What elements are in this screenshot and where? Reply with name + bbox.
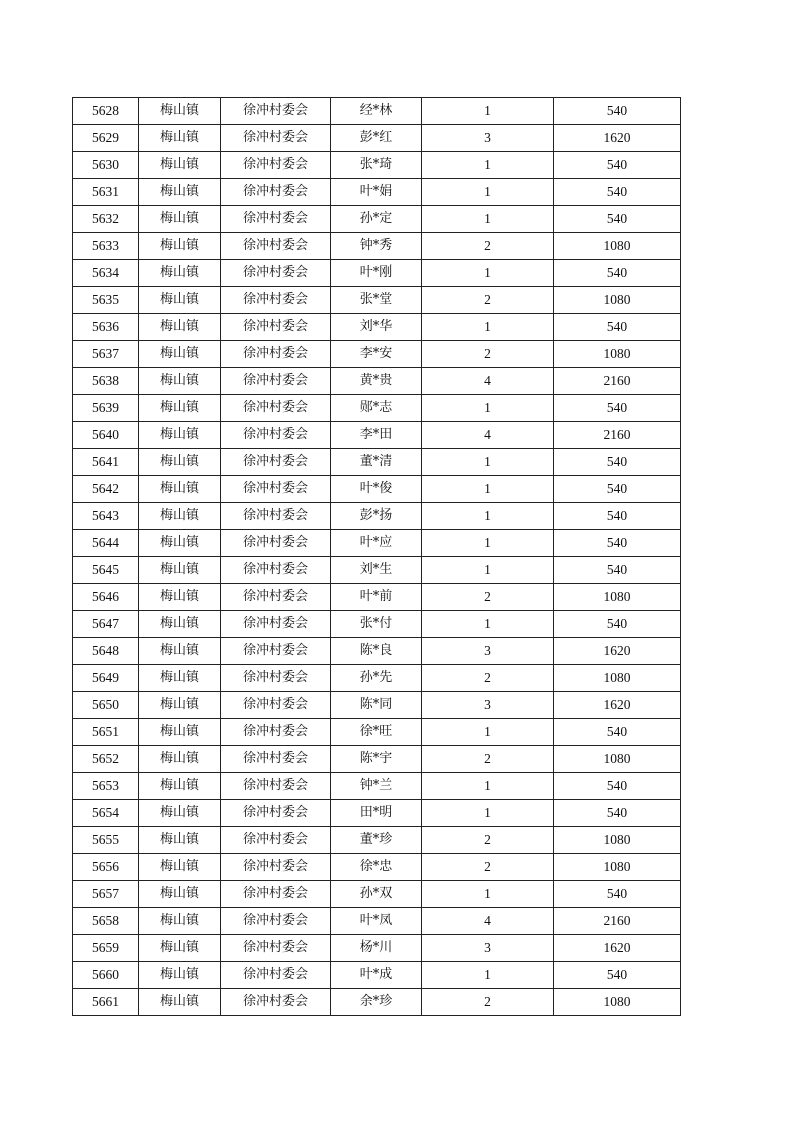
amount-cell: 540 — [554, 557, 681, 584]
table-row — [73, 449, 681, 476]
person-name-cell: 叶*应 — [331, 530, 422, 557]
amount-cell: 540 — [554, 179, 681, 206]
town-cell: 梅山镇 — [139, 584, 221, 611]
serial-number-cell: 5631 — [73, 179, 139, 206]
serial-number-cell: 5651 — [73, 719, 139, 746]
amount-cell: 540 — [554, 395, 681, 422]
table-row — [73, 98, 681, 125]
table-row — [73, 692, 681, 719]
table-row — [73, 746, 681, 773]
serial-number-cell: 5645 — [73, 557, 139, 584]
town-cell: 梅山镇 — [139, 125, 221, 152]
table-row — [73, 287, 681, 314]
village-committee-cell: 徐冲村委会 — [221, 908, 331, 935]
village-committee-cell: 徐冲村委会 — [221, 98, 331, 125]
amount-cell: 2160 — [554, 368, 681, 395]
table-row — [73, 395, 681, 422]
serial-number-cell: 5643 — [73, 503, 139, 530]
town-cell: 梅山镇 — [139, 341, 221, 368]
person-name-cell: 余*珍 — [331, 989, 422, 1016]
town-cell: 梅山镇 — [139, 422, 221, 449]
person-count-cell: 1 — [422, 962, 554, 989]
amount-cell: 540 — [554, 530, 681, 557]
person-name-cell: 陈*同 — [331, 692, 422, 719]
town-cell: 梅山镇 — [139, 314, 221, 341]
town-cell: 梅山镇 — [139, 260, 221, 287]
village-committee-cell: 徐冲村委会 — [221, 368, 331, 395]
village-committee-cell: 徐冲村委会 — [221, 611, 331, 638]
person-name-cell: 彭*扬 — [331, 503, 422, 530]
amount-cell: 540 — [554, 881, 681, 908]
person-name-cell: 李*安 — [331, 341, 422, 368]
person-name-cell: 刘*华 — [331, 314, 422, 341]
person-name-cell: 彭*红 — [331, 125, 422, 152]
village-committee-cell: 徐冲村委会 — [221, 638, 331, 665]
person-count-cell: 1 — [422, 449, 554, 476]
person-count-cell: 1 — [422, 557, 554, 584]
table-row — [73, 908, 681, 935]
village-committee-cell: 徐冲村委会 — [221, 800, 331, 827]
serial-number-cell: 5653 — [73, 773, 139, 800]
table-row — [73, 773, 681, 800]
town-cell: 梅山镇 — [139, 719, 221, 746]
town-cell: 梅山镇 — [139, 800, 221, 827]
serial-number-cell: 5637 — [73, 341, 139, 368]
person-name-cell: 经*林 — [331, 98, 422, 125]
town-cell: 梅山镇 — [139, 989, 221, 1016]
town-cell: 梅山镇 — [139, 638, 221, 665]
person-count-cell: 2 — [422, 665, 554, 692]
person-name-cell: 钟*秀 — [331, 233, 422, 260]
amount-cell: 540 — [554, 314, 681, 341]
town-cell: 梅山镇 — [139, 449, 221, 476]
village-committee-cell: 徐冲村委会 — [221, 503, 331, 530]
table-row — [73, 422, 681, 449]
amount-cell: 1080 — [554, 827, 681, 854]
town-cell: 梅山镇 — [139, 368, 221, 395]
table-row — [73, 827, 681, 854]
serial-number-cell: 5650 — [73, 692, 139, 719]
amount-cell: 1620 — [554, 125, 681, 152]
person-name-cell: 陈*宇 — [331, 746, 422, 773]
serial-number-cell: 5633 — [73, 233, 139, 260]
village-committee-cell: 徐冲村委会 — [221, 287, 331, 314]
town-cell: 梅山镇 — [139, 692, 221, 719]
village-committee-cell: 徐冲村委会 — [221, 314, 331, 341]
table-row — [73, 557, 681, 584]
serial-number-cell: 5632 — [73, 206, 139, 233]
person-name-cell: 叶*成 — [331, 962, 422, 989]
person-count-cell: 2 — [422, 854, 554, 881]
person-name-cell: 孙*双 — [331, 881, 422, 908]
person-count-cell: 4 — [422, 368, 554, 395]
amount-cell: 1080 — [554, 341, 681, 368]
town-cell: 梅山镇 — [139, 827, 221, 854]
table-row — [73, 638, 681, 665]
person-name-cell: 陈*良 — [331, 638, 422, 665]
person-count-cell: 4 — [422, 422, 554, 449]
person-count-cell: 2 — [422, 287, 554, 314]
person-count-cell: 1 — [422, 476, 554, 503]
person-name-cell: 徐*忠 — [331, 854, 422, 881]
table-row — [73, 935, 681, 962]
person-name-cell: 叶*前 — [331, 584, 422, 611]
person-count-cell: 3 — [422, 638, 554, 665]
person-name-cell: 叶*娟 — [331, 179, 422, 206]
person-count-cell: 1 — [422, 881, 554, 908]
town-cell: 梅山镇 — [139, 530, 221, 557]
table-body — [73, 98, 681, 1016]
amount-cell: 540 — [554, 476, 681, 503]
village-committee-cell: 徐冲村委会 — [221, 125, 331, 152]
town-cell: 梅山镇 — [139, 962, 221, 989]
town-cell: 梅山镇 — [139, 152, 221, 179]
serial-number-cell: 5636 — [73, 314, 139, 341]
person-count-cell: 4 — [422, 908, 554, 935]
town-cell: 梅山镇 — [139, 179, 221, 206]
amount-cell: 540 — [554, 773, 681, 800]
village-committee-cell: 徐冲村委会 — [221, 827, 331, 854]
table-row — [73, 800, 681, 827]
table-row — [73, 260, 681, 287]
table-row — [73, 584, 681, 611]
village-committee-cell: 徐冲村委会 — [221, 773, 331, 800]
town-cell: 梅山镇 — [139, 557, 221, 584]
person-name-cell: 张*付 — [331, 611, 422, 638]
person-name-cell: 张*琦 — [331, 152, 422, 179]
table-row — [73, 179, 681, 206]
serial-number-cell: 5654 — [73, 800, 139, 827]
amount-cell: 1080 — [554, 854, 681, 881]
serial-number-cell: 5658 — [73, 908, 139, 935]
person-name-cell: 郧*志 — [331, 395, 422, 422]
amount-cell: 1080 — [554, 989, 681, 1016]
serial-number-cell: 5640 — [73, 422, 139, 449]
serial-number-cell: 5656 — [73, 854, 139, 881]
serial-number-cell: 5629 — [73, 125, 139, 152]
serial-number-cell: 5639 — [73, 395, 139, 422]
town-cell: 梅山镇 — [139, 935, 221, 962]
subsidy-table — [72, 97, 681, 1016]
amount-cell: 540 — [554, 449, 681, 476]
person-count-cell: 1 — [422, 260, 554, 287]
village-committee-cell: 徐冲村委会 — [221, 962, 331, 989]
amount-cell: 540 — [554, 152, 681, 179]
serial-number-cell: 5647 — [73, 611, 139, 638]
table-row — [73, 368, 681, 395]
table-row — [73, 665, 681, 692]
table-row — [73, 206, 681, 233]
serial-number-cell: 5641 — [73, 449, 139, 476]
village-committee-cell: 徐冲村委会 — [221, 746, 331, 773]
town-cell: 梅山镇 — [139, 98, 221, 125]
village-committee-cell: 徐冲村委会 — [221, 719, 331, 746]
table-row — [73, 314, 681, 341]
person-count-cell: 1 — [422, 530, 554, 557]
serial-number-cell: 5642 — [73, 476, 139, 503]
serial-number-cell: 5659 — [73, 935, 139, 962]
amount-cell: 540 — [554, 260, 681, 287]
person-count-cell: 1 — [422, 152, 554, 179]
amount-cell: 1080 — [554, 584, 681, 611]
table-row — [73, 611, 681, 638]
person-name-cell: 孙*定 — [331, 206, 422, 233]
serial-number-cell: 5660 — [73, 962, 139, 989]
person-name-cell: 钟*兰 — [331, 773, 422, 800]
serial-number-cell: 5661 — [73, 989, 139, 1016]
village-committee-cell: 徐冲村委会 — [221, 152, 331, 179]
person-name-cell: 田*明 — [331, 800, 422, 827]
village-committee-cell: 徐冲村委会 — [221, 449, 331, 476]
town-cell: 梅山镇 — [139, 503, 221, 530]
person-count-cell: 1 — [422, 98, 554, 125]
town-cell: 梅山镇 — [139, 287, 221, 314]
person-name-cell: 刘*生 — [331, 557, 422, 584]
person-name-cell: 叶*俊 — [331, 476, 422, 503]
amount-cell: 540 — [554, 611, 681, 638]
person-count-cell: 1 — [422, 719, 554, 746]
serial-number-cell: 5628 — [73, 98, 139, 125]
amount-cell: 540 — [554, 962, 681, 989]
person-count-cell: 3 — [422, 935, 554, 962]
town-cell: 梅山镇 — [139, 395, 221, 422]
table-row — [73, 962, 681, 989]
village-committee-cell: 徐冲村委会 — [221, 476, 331, 503]
table-row — [73, 719, 681, 746]
village-committee-cell: 徐冲村委会 — [221, 584, 331, 611]
table-row — [73, 503, 681, 530]
village-committee-cell: 徐冲村委会 — [221, 422, 331, 449]
amount-cell: 1080 — [554, 746, 681, 773]
village-committee-cell: 徐冲村委会 — [221, 881, 331, 908]
amount-cell: 540 — [554, 98, 681, 125]
amount-cell: 1620 — [554, 638, 681, 665]
table-row — [73, 341, 681, 368]
person-count-cell: 3 — [422, 125, 554, 152]
amount-cell: 540 — [554, 719, 681, 746]
table-row — [73, 476, 681, 503]
village-committee-cell: 徐冲村委会 — [221, 341, 331, 368]
village-committee-cell: 徐冲村委会 — [221, 854, 331, 881]
town-cell: 梅山镇 — [139, 206, 221, 233]
town-cell: 梅山镇 — [139, 773, 221, 800]
person-count-cell: 1 — [422, 773, 554, 800]
village-committee-cell: 徐冲村委会 — [221, 530, 331, 557]
person-name-cell: 孙*先 — [331, 665, 422, 692]
village-committee-cell: 徐冲村委会 — [221, 935, 331, 962]
village-committee-cell: 徐冲村委会 — [221, 233, 331, 260]
serial-number-cell: 5644 — [73, 530, 139, 557]
person-name-cell: 董*清 — [331, 449, 422, 476]
person-count-cell: 1 — [422, 179, 554, 206]
person-count-cell: 1 — [422, 800, 554, 827]
table-row — [73, 989, 681, 1016]
table-row — [73, 125, 681, 152]
amount-cell: 2160 — [554, 422, 681, 449]
amount-cell: 1080 — [554, 665, 681, 692]
serial-number-cell: 5648 — [73, 638, 139, 665]
serial-number-cell: 5652 — [73, 746, 139, 773]
village-committee-cell: 徐冲村委会 — [221, 989, 331, 1016]
serial-number-cell: 5635 — [73, 287, 139, 314]
village-committee-cell: 徐冲村委会 — [221, 395, 331, 422]
person-name-cell: 徐*旺 — [331, 719, 422, 746]
person-count-cell: 1 — [422, 314, 554, 341]
person-count-cell: 2 — [422, 584, 554, 611]
person-count-cell: 1 — [422, 395, 554, 422]
amount-cell: 1620 — [554, 935, 681, 962]
serial-number-cell: 5649 — [73, 665, 139, 692]
person-count-cell: 1 — [422, 206, 554, 233]
person-name-cell: 董*珍 — [331, 827, 422, 854]
town-cell: 梅山镇 — [139, 476, 221, 503]
town-cell: 梅山镇 — [139, 881, 221, 908]
village-committee-cell: 徐冲村委会 — [221, 206, 331, 233]
serial-number-cell: 5657 — [73, 881, 139, 908]
amount-cell: 540 — [554, 206, 681, 233]
amount-cell: 1620 — [554, 692, 681, 719]
amount-cell: 1080 — [554, 287, 681, 314]
person-name-cell: 张*堂 — [331, 287, 422, 314]
person-name-cell: 黄*贵 — [331, 368, 422, 395]
serial-number-cell: 5634 — [73, 260, 139, 287]
amount-cell: 540 — [554, 503, 681, 530]
person-count-cell: 1 — [422, 503, 554, 530]
amount-cell: 2160 — [554, 908, 681, 935]
town-cell: 梅山镇 — [139, 665, 221, 692]
serial-number-cell: 5630 — [73, 152, 139, 179]
town-cell: 梅山镇 — [139, 854, 221, 881]
village-committee-cell: 徐冲村委会 — [221, 665, 331, 692]
person-count-cell: 2 — [422, 341, 554, 368]
serial-number-cell: 5646 — [73, 584, 139, 611]
town-cell: 梅山镇 — [139, 233, 221, 260]
table-row — [73, 881, 681, 908]
person-name-cell: 杨*川 — [331, 935, 422, 962]
village-committee-cell: 徐冲村委会 — [221, 260, 331, 287]
person-count-cell: 2 — [422, 233, 554, 260]
town-cell: 梅山镇 — [139, 746, 221, 773]
village-committee-cell: 徐冲村委会 — [221, 692, 331, 719]
person-count-cell: 2 — [422, 827, 554, 854]
serial-number-cell: 5655 — [73, 827, 139, 854]
village-committee-cell: 徐冲村委会 — [221, 557, 331, 584]
person-count-cell: 2 — [422, 989, 554, 1016]
person-count-cell: 1 — [422, 611, 554, 638]
amount-cell: 1080 — [554, 233, 681, 260]
person-count-cell: 2 — [422, 746, 554, 773]
amount-cell: 540 — [554, 800, 681, 827]
table-row — [73, 530, 681, 557]
table-row — [73, 152, 681, 179]
person-name-cell: 叶*刚 — [331, 260, 422, 287]
town-cell: 梅山镇 — [139, 908, 221, 935]
person-name-cell: 叶*凤 — [331, 908, 422, 935]
table-row — [73, 854, 681, 881]
town-cell: 梅山镇 — [139, 611, 221, 638]
person-name-cell: 李*田 — [331, 422, 422, 449]
person-count-cell: 3 — [422, 692, 554, 719]
serial-number-cell: 5638 — [73, 368, 139, 395]
table-row — [73, 233, 681, 260]
village-committee-cell: 徐冲村委会 — [221, 179, 331, 206]
